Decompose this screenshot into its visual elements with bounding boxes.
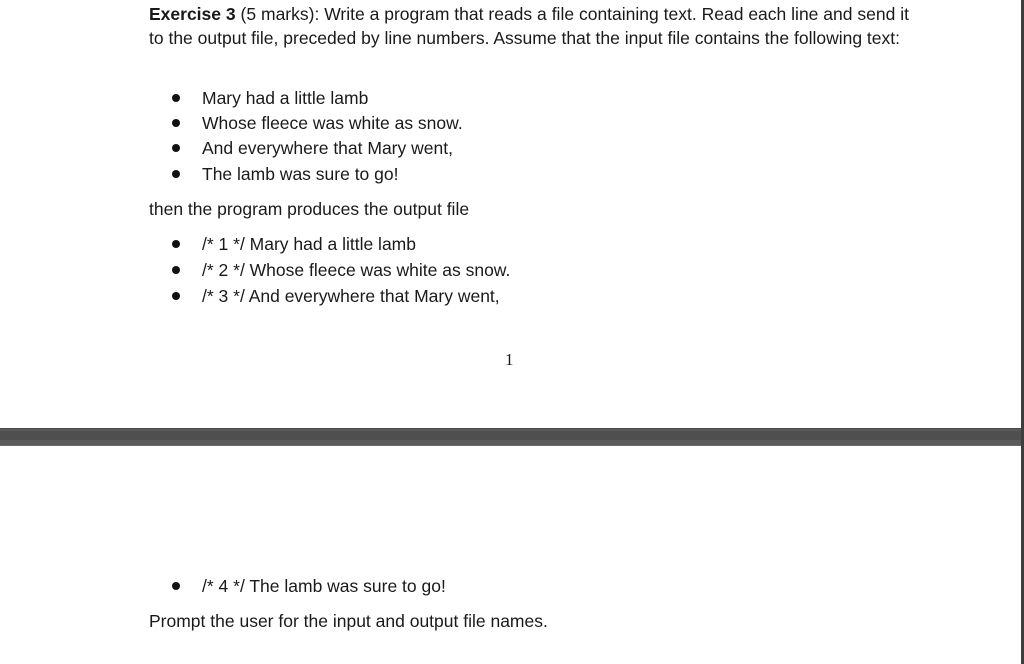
bullet-icon [172, 266, 180, 274]
page-number: 1 [505, 350, 514, 369]
bullet-icon [172, 94, 180, 102]
bullet-icon [172, 292, 180, 300]
exercise-description: (5 marks): Write a program that reads a file containing text. Read each line and send it to the output file, preceded by line numbers. Assume that the input file contains the following text: [149, 4, 909, 48]
prompt-instruction: Prompt the user for the input and output file names. [149, 611, 548, 631]
bullet-icon [172, 240, 180, 248]
exercise-paragraph [149, 2, 909, 50]
bullet-icon [172, 582, 180, 590]
page-separator [0, 428, 1024, 446]
bullet-icon [172, 144, 180, 152]
transition-text: then the program produces the output file [149, 199, 470, 219]
document-page-1: Exercise 3 (5 marks): Write a program that reads a file containing text. Read each line and send it to the output file, preceded by line numbers. Assume that the input file contains the following text: Mary had a little lamb Whose fleece was white as snow. And everywhere that Mary went, The lamb was sure to go! then the program produces the output file /* 1 */ Mary had a little lamb /* 2 */ Whose fleece was white as snow. /* 3 */ And everywhere that Mary went, 1 [0, 0, 1021, 428]
bullet-icon [172, 170, 180, 178]
bullet-icon [172, 119, 180, 127]
exercise-heading: Exercise 3 [149, 4, 236, 24]
document-page-2: /* 4 */ The lamb was sure to go! Prompt the user for the input and output file names. [0, 446, 1021, 664]
